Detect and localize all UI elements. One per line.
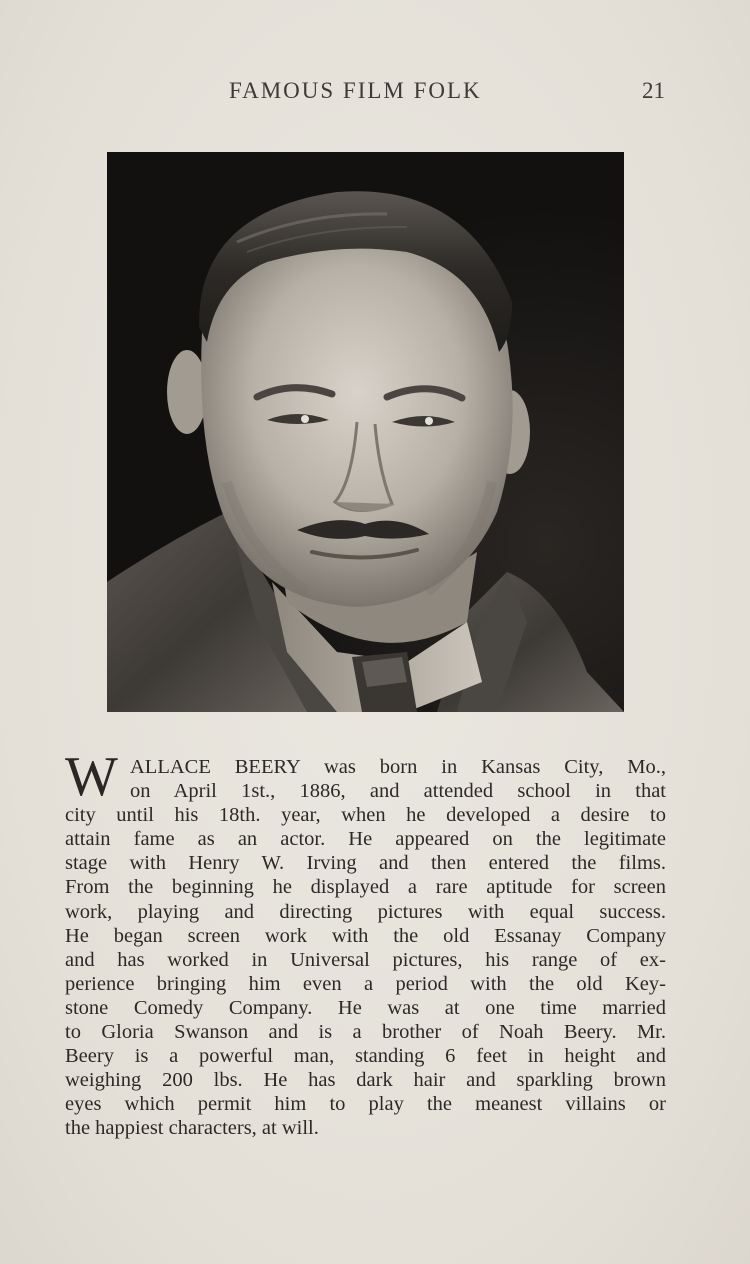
bio-line: on April 1st., 1886, and attended school in that: [130, 780, 666, 803]
bio-line: work, playing and directing pictures with equal success.: [65, 900, 666, 923]
bio-line: stone Comedy Company. He was at one time married: [65, 996, 666, 1019]
bio-line: city until his 18th. year, when he developed a desire to: [65, 804, 666, 827]
running-head: [0, 78, 750, 108]
page-number: 21: [642, 78, 665, 103]
bio-line: eyes which permit him to play the meanest villains or: [65, 1093, 666, 1116]
drop-cap: W: [65, 746, 118, 808]
portrait-illustration: [107, 152, 624, 712]
bio-line: the happiest characters, at will.: [65, 1117, 319, 1140]
bio-line: attain fame as an actor. He appeared on the legitimate: [65, 828, 666, 851]
bio-line: ALLACE BEERY was born in Kansas City, Mo.,: [130, 756, 666, 778]
bio-line: to Gloria Swanson and is a brother of Noah Beery. Mr.: [65, 1021, 666, 1044]
bio-line: He began screen work with the old Essanay Company: [65, 924, 666, 947]
bio-line: From the beginning he displayed a rare aptitude for screen: [65, 876, 666, 899]
bio-line: stage with Henry W. Irving and then entered the films.: [65, 852, 666, 875]
bio-line: weighing 200 lbs. He has dark hair and sparkling brown: [65, 1069, 666, 1092]
bio-line: Beery is a powerful man, standing 6 feet in height and: [65, 1045, 666, 1068]
bio-line: perience bringing him even a period with the old Key-: [65, 972, 666, 995]
biography-text: [65, 755, 666, 1141]
bio-line: and has worked in Universal pictures, his range of ex-: [65, 948, 666, 971]
portrait-photo: [107, 152, 624, 712]
running-title: FAMOUS FILM FOLK: [229, 78, 482, 103]
